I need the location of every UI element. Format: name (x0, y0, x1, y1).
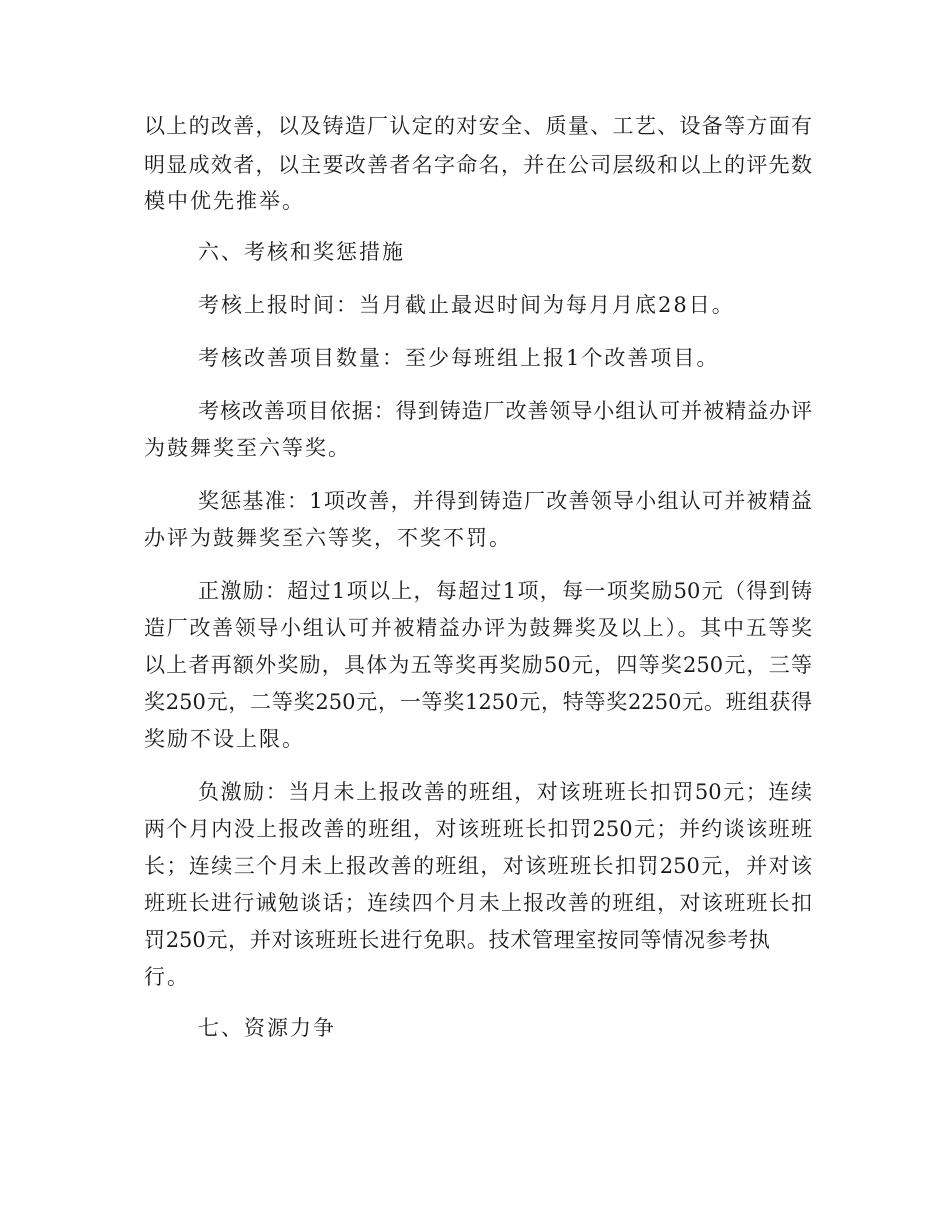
text-line: 考核上报时间：当月截止最迟时间为每月月底28日。 (198, 293, 735, 317)
text-line: 奖250元，二等奖250元，一等奖1250元，特等奖2250元。班组获得 (144, 690, 812, 714)
text-line: 为鼓舞奖至六等奖。 (144, 436, 351, 460)
text-line: 考核改善项目依据：得到铸造厂改善领导小组认可并被精益办评 (198, 399, 812, 423)
text-line: 考核改善项目数量：至少每班组上报1个改善项目。 (198, 346, 720, 370)
text-line: 正激励：超过1项以上，每超过1项，每一项奖励50元（得到铸 (198, 579, 812, 603)
text-line: 班班长进行诫勉谈话；连续四个月未上报改善的班组，对该班班长扣 (144, 891, 812, 915)
text-line: 罚250元，并对该班班长进行免职。技术管理室按同等情况参考执 (144, 928, 770, 952)
section-heading: 七、资源力争 (198, 1016, 336, 1040)
text-line: 以上的改善，以及铸造厂认定的对安全、质量、工艺、设备等方面有 (144, 114, 812, 138)
text-line: 行。 (144, 965, 190, 989)
text-line: 明显成效者，以主要改善者名字命名，并在公司层级和以上的评先数 (144, 153, 812, 177)
text-line: 以上者再额外奖励，具体为五等奖再奖励50元，四等奖250元，三等 (144, 653, 812, 677)
text-line: 奖励不设上限。 (144, 727, 305, 751)
section-heading: 六、考核和奖惩措施 (198, 240, 405, 264)
text-line: 长；连续三个月未上报改善的班组，对该班班长扣罚250元，并对该 (144, 854, 812, 878)
text-line: 两个月内没上报改善的班组，对该班班长扣罚250元；并约谈该班班 (144, 817, 812, 841)
text-line: 办评为鼓舞奖至六等奖，不奖不罚。 (144, 526, 512, 550)
text-line: 奖惩基准：1项改善，并得到铸造厂改善领导小组认可并被精益 (198, 489, 812, 513)
text-line: 模中优先推举。 (144, 189, 305, 213)
text-line: 负激励：当月未上报改善的班组，对该班班长扣罚50元；连续 (198, 780, 812, 804)
text-line: 造厂改善领导小组认可并被精益办评为鼓舞奖及以上）。其中五等奖 (144, 616, 812, 640)
